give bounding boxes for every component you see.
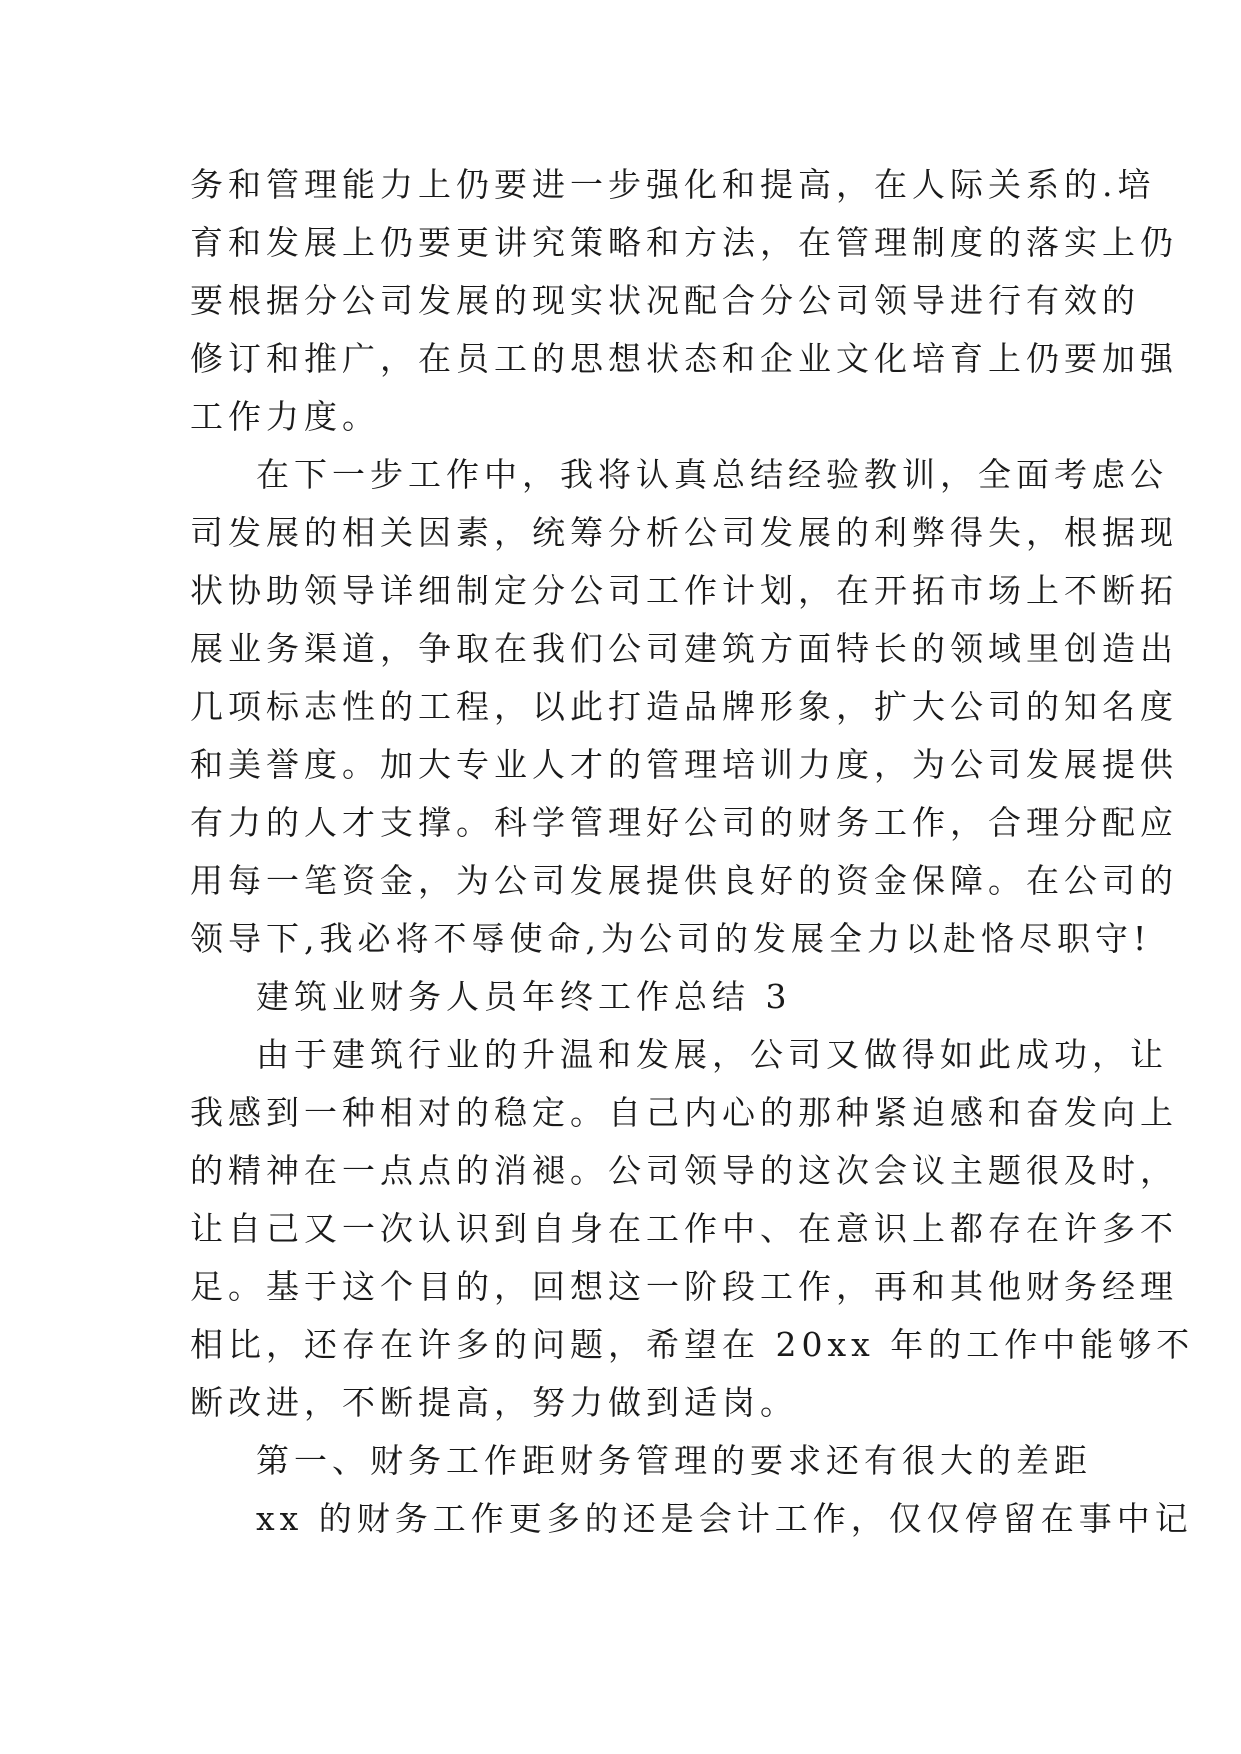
- text-line: 领导下,我必将不辱使命,为公司的发展全力以赴恪尽职守!: [190, 919, 1152, 958]
- text-line: 状协助领导详细制定分公司工作计划，在开拓市场上不断拓: [190, 571, 1178, 610]
- text-line: 相比，还存在许多的问题，希望在 20xx 年的工作中能够不: [190, 1325, 1195, 1364]
- text-line: 修订和推广，在员工的思想状态和企业文化培育上仍要加强: [190, 339, 1178, 378]
- text-line: 建筑业财务人员年终工作总结 3: [256, 977, 792, 1016]
- text-line: 的精神在一点点的消褪。公司领导的这次会议主题很及时，: [190, 1151, 1178, 1190]
- text-line: 要根据分公司发展的现实状况配合分公司领导进行有效的: [190, 281, 1140, 320]
- text-line: 展业务渠道，争取在我们公司建筑方面特长的领域里创造出: [190, 629, 1178, 668]
- text-line: 我感到一种相对的稳定。自己内心的那种紧迫感和奋发向上: [190, 1093, 1178, 1132]
- text-line: 和美誉度。加大专业人才的管理培训力度，为公司发展提供: [190, 745, 1178, 784]
- text-line: 在下一步工作中，我将认真总结经验教训，全面考虑公: [256, 455, 1168, 494]
- text-line: 工作力度。: [190, 397, 380, 436]
- text-line: 务和管理能力上仍要进一步强化和提高，在人际关系的.培: [190, 165, 1156, 204]
- text-line: 断改进，不断提高，努力做到适岗。: [190, 1383, 798, 1422]
- text-line: 由于建筑行业的升温和发展，公司又做得如此成功，让: [256, 1035, 1168, 1074]
- text-line: 育和发展上仍要更讲究策略和方法，在管理制度的落实上仍: [190, 223, 1178, 262]
- document-body: [190, 156, 1195, 1548]
- text-line: 有力的人才支撑。科学管理好公司的财务工作，合理分配应: [190, 803, 1178, 842]
- text-line: 司发展的相关因素，统筹分析公司发展的利弊得失，根据现: [190, 513, 1178, 552]
- text-line: xx 的财务工作更多的还是会计工作，仅仅停留在事中记: [256, 1499, 1193, 1538]
- text-line: 第一、财务工作距财务管理的要求还有很大的差距: [256, 1441, 1092, 1480]
- text-line: 几项标志性的工程，以此打造品牌形象，扩大公司的知名度: [190, 687, 1178, 726]
- text-line: 足。基于这个目的，回想这一阶段工作，再和其他财务经理: [190, 1267, 1178, 1306]
- text-line: 用每一笔资金，为公司发展提供良好的资金保障。在公司的: [190, 861, 1178, 900]
- text-line: 让自己又一次认识到自身在工作中、在意识上都存在许多不: [190, 1209, 1178, 1248]
